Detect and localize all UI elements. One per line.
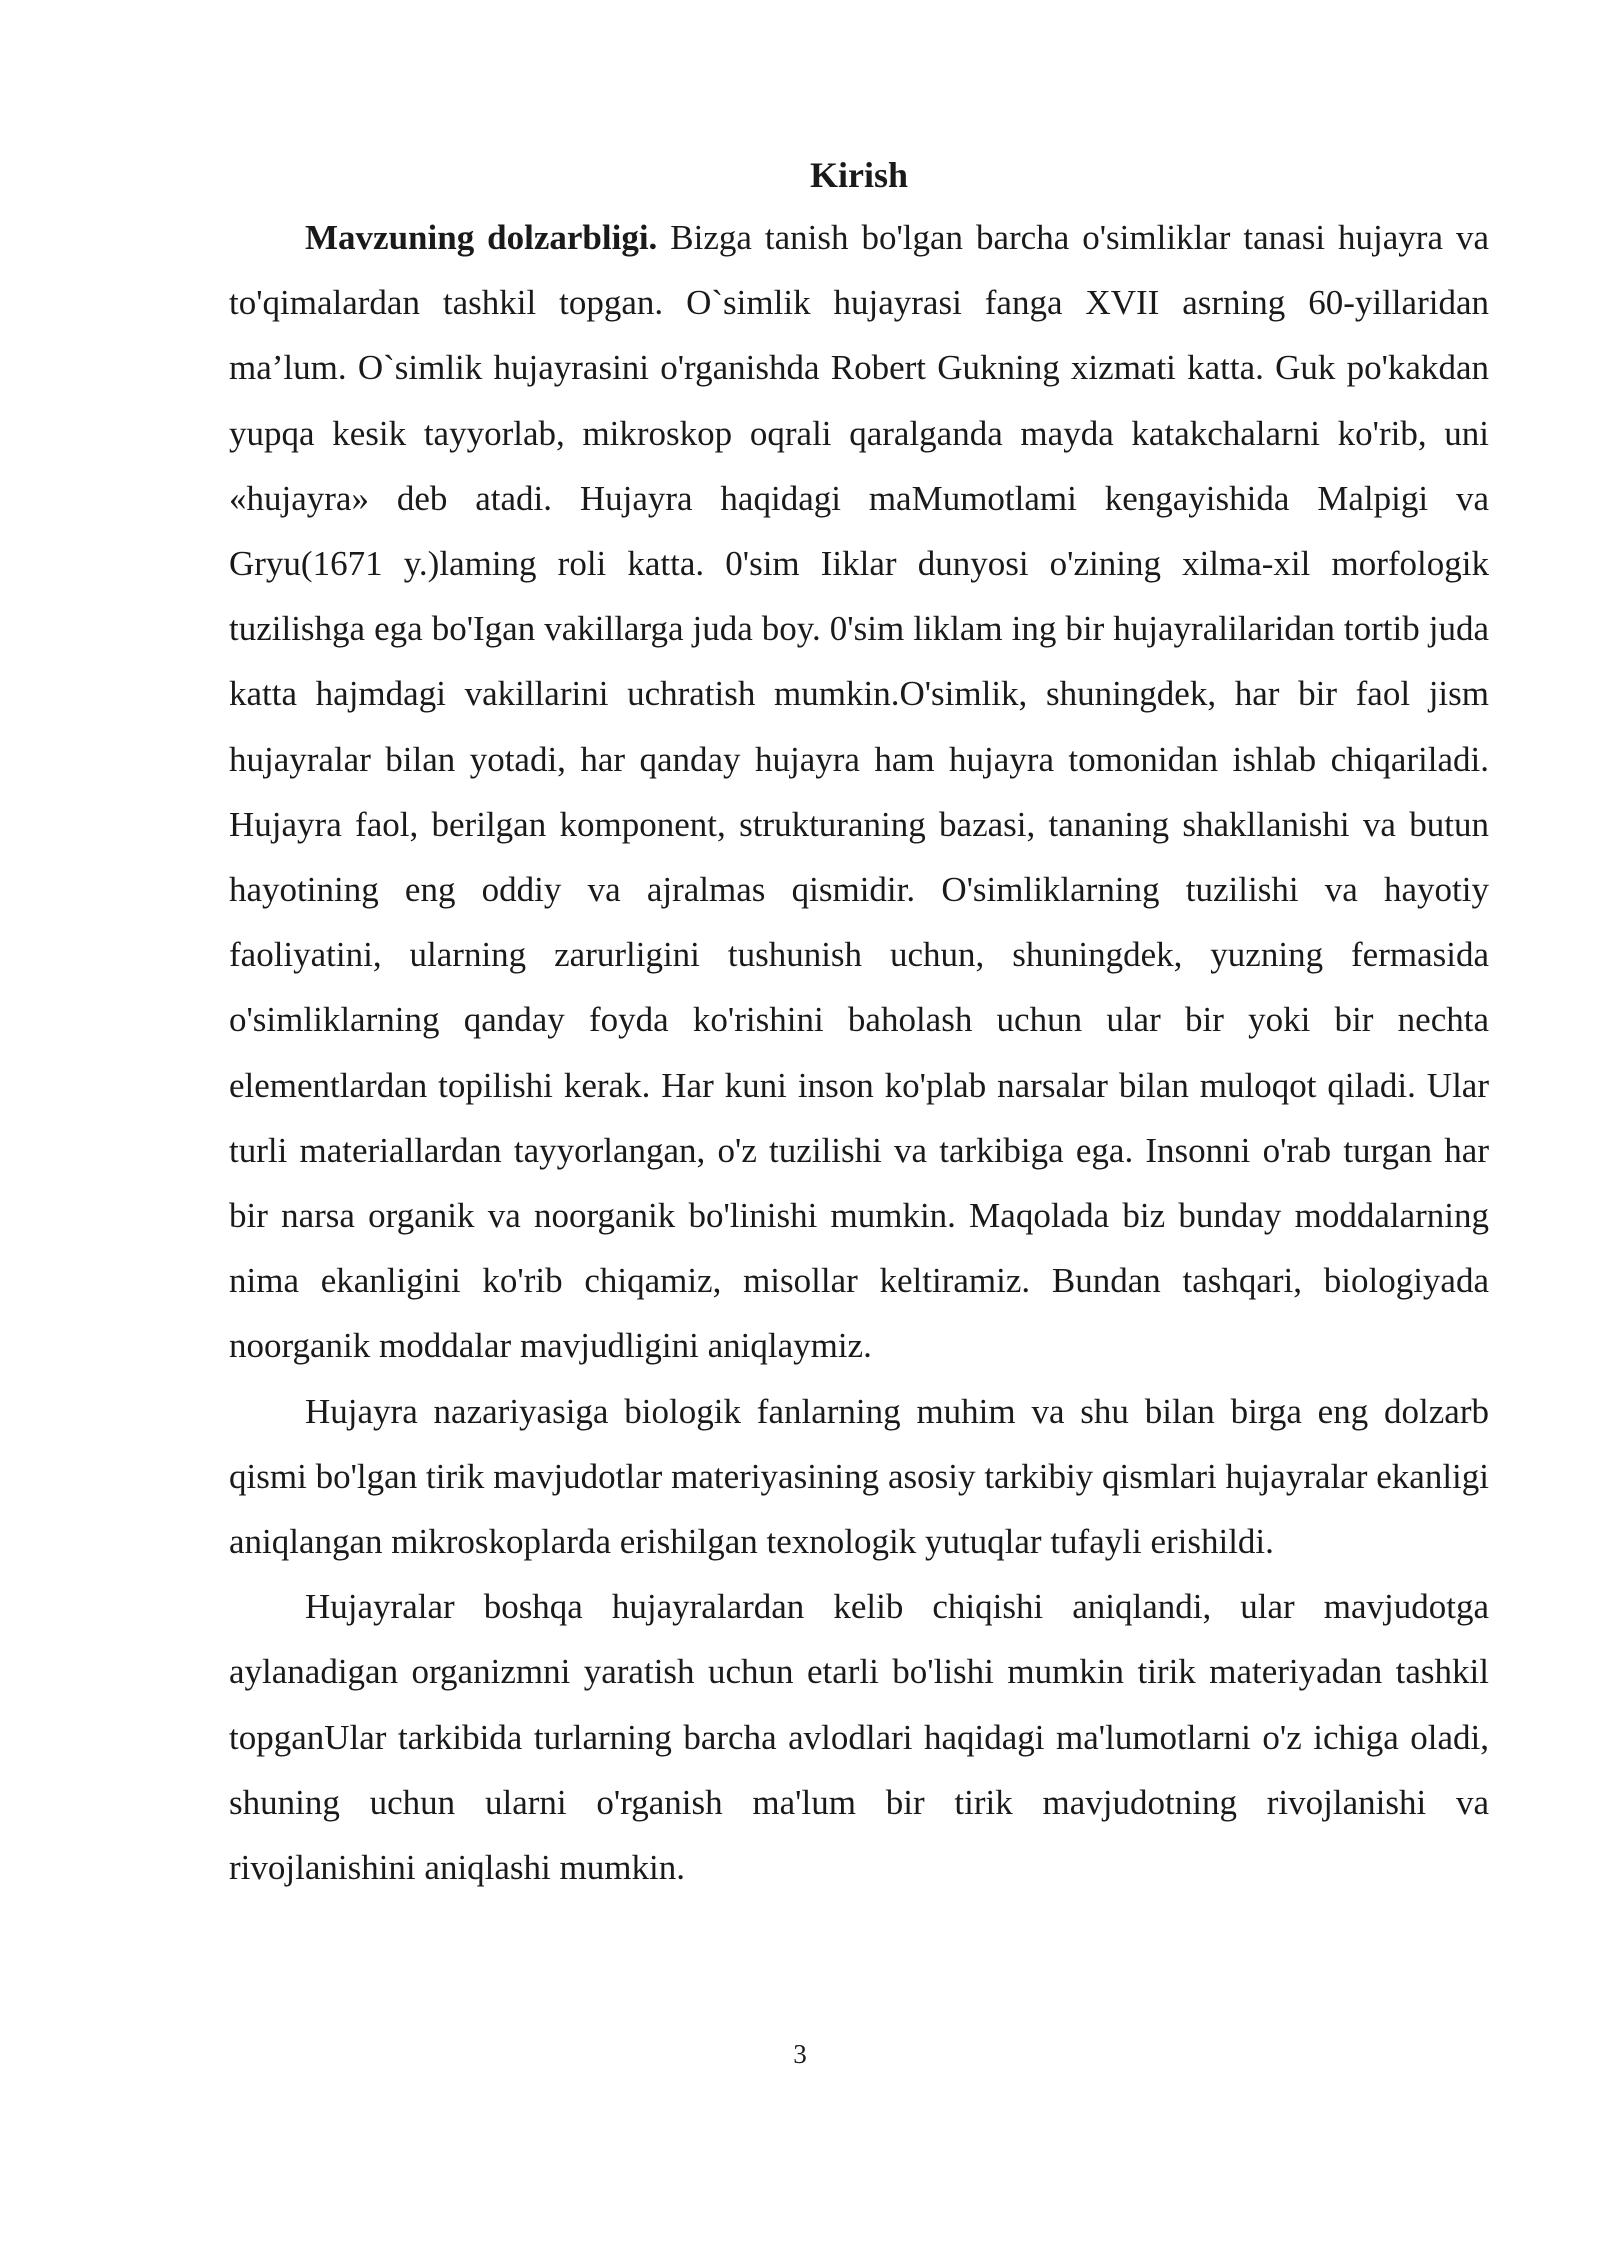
paragraph-relevance	[229, 205, 1489, 1379]
paragraph-lead-heading: Mavzuning dolzarbligi.	[305, 218, 658, 257]
paragraph-cell-origin: Hujayralar boshqa hujayralardan kelib chiqishi aniqlandi, ular mavjudotga aylanadigan organizmni yaratish uchun etarli bo'lishi mumkin tirik materiyadan tashkil topganUlar tarkibida turlarning barcha avlodlari haqidagi ma'lumotlarni o'z ichiga oladi, shuning uchun ularni o'rganish ma'lum bir tirik mavjudotning rivojlanishi va rivojlanishini aniqlashi mumkin.	[229, 1587, 1489, 1888]
page-number: 3	[793, 2039, 807, 2069]
paragraph-cell-theory: Hujayra nazariyasiga biologik fanlarning muhim va shu bilan birga eng dolzarb qismi bo'lgan tirik mavjudotlar materiyasining asosiy tarkibiy qismlari hujayralar ekanligi aniqlangan mikroskoplarda erishilgan texnologik yutuqlar tufayli erishildi.	[229, 1391, 1489, 1562]
page-content	[229, 145, 1489, 1900]
paragraph-text: Bizga tanish bo'lgan barcha o'simliklar tanasi hujayra va to'qimalardan tashkil topgan. O`simlik hujayrasi fanga XVII asrning 60-yillaridan ma’lum. O`simlik hujayrasini o'rganishda Robert Gukning xizmati katta. Guk po'kakdan yupqa kesik tayyorlab, mikroskop oqrali qaralganda mayda katakchalarni ko'rib, uni «hujayra» deb atadi. Hujayra haqidagi maMumotlami kengayishida Malpigi va Gryu(1671 y.)laming roli katta. 0'sim Iiklar dunyosi o'zining xilma-xil morfologik tuzilishga ega bo'Igan vakillarga juda boy. 0'sim liklam ing bir hujayralilaridan tortib juda katta hajmdagi vakillarini uchratish mumkin.O'simlik, shuningdek, har bir faol jism hujayralar bilan yotadi, har qanday hujayra ham hujayra tomonidan ishlab chiqariladi. Hujayra faol, berilgan komponent, strukturaning bazasi, tananing shakllanishi va butun hayotining eng oddiy va ajralmas qismidir. O'simliklarning tuzilishi va hayotiy faoliyatini, ularning zarurligini tushunish uchun, shuningdek, yuzning fermasida o'simliklarning qanday foyda ko'rishini baholash uchun ular bir yoki bir nechta elementlardan topilishi kerak. Har kuni inson ko'plab narsalar bilan muloqot qiladi. Ular turli materiallardan tayyorlangan, o'z tuzilishi va tarkibiga ega. Insonni o'rab turgan har bir narsa organik va noorganik bo'linishi mumkin. Maqolada biz bunday moddalarning nima ekanligini ko'rib chiqamiz, misollar keltiramiz. Bundan tashqari, biologiyada noorganik moddalar mavjudligini aniqlaymiz.	[229, 218, 1489, 1366]
page-title: Kirish	[809, 155, 908, 195]
